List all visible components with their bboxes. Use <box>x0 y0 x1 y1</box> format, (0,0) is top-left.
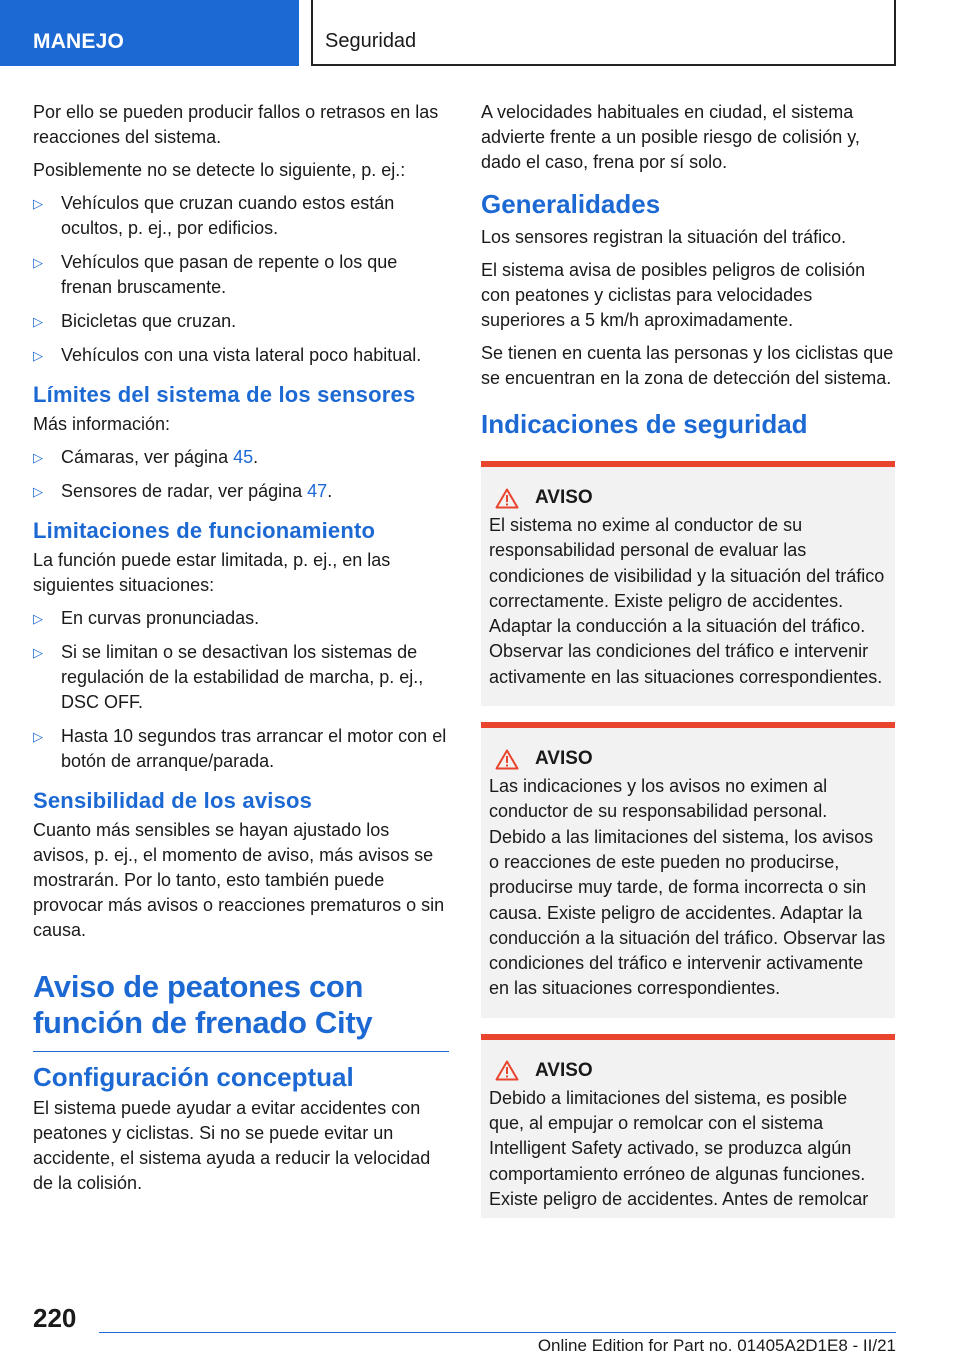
warning-title: AVISO <box>535 1059 593 1081</box>
list-item <box>33 606 449 631</box>
warning-text: Debido a limitaciones del sistema, es posible que, al empujar o remolcar con el sistema Intelligent Safety activado, se produzca algún comportamiento erróneo de algunas funciones. Existe peligro de accidentes. Antes de remolcar <box>489 1087 869 1209</box>
warning-text: El sistema no exime al conductor de su responsabilidad personal de evaluar las condiciones de visibilidad y la situación del tráfico correctamente. Existe peligro de accidentes. Adaptar la conducción a la situación del tráfico. Observar las condiciones del tráfico e intervenir activamente en las situaciones correspondientes. <box>489 515 885 687</box>
bullet-list <box>33 191 449 368</box>
warning-triangle-icon <box>495 488 519 509</box>
section-title: Aviso de peatones con función de frenado City <box>33 969 373 1040</box>
triangle-bullet-icon: ▷ <box>33 611 43 626</box>
list-item <box>33 724 449 774</box>
list-item-end: . <box>327 481 333 501</box>
warning-box <box>481 1034 895 1218</box>
footer-rule <box>99 1332 896 1333</box>
triangle-bullet-icon: ▷ <box>33 255 43 270</box>
warning-box <box>481 722 895 1018</box>
header-section-tab <box>0 0 299 66</box>
list-item-text: Bicicletas que cruzan. <box>61 311 237 331</box>
list-item <box>33 343 449 368</box>
right-column <box>481 100 895 1232</box>
warning-header <box>489 1060 887 1082</box>
header-section-label: MANEJO <box>33 30 125 53</box>
bullet-list <box>33 445 449 504</box>
triangle-bullet-icon: ▷ <box>33 450 43 465</box>
list-item-text: Sensores de radar, ver página <box>61 481 308 501</box>
header-topic-box <box>311 0 896 66</box>
paragraph: Cuanto más sensibles se hayan ajustado los avisos, p. ej., el momento de aviso, más avisos se mostrarán. Por lo tanto, esto también puede provocar más avisos o reacciones prematuros o sin causa. <box>33 820 445 940</box>
heading-limites: Límites del sistema de los sensores <box>33 382 416 407</box>
page-link-45[interactable]: 45 <box>233 447 254 467</box>
warning-title: AVISO <box>535 487 593 508</box>
list-item <box>33 191 449 241</box>
page-number: 220 <box>33 1303 77 1333</box>
triangle-bullet-icon: ▷ <box>33 484 43 499</box>
warning-text: Las indicaciones y los avisos no eximen al conductor de su responsabilidad personal. Debido a las limitaciones del sistema, los avisos o reacciones de este pueden no producirse, producirse muy tarde, de forma incorrecta o sin causa. Existe peligro de accidentes. Adaptar la conducción a la situación del tráfico. Observar las condiciones del tráfico e intervenir activamente en las situaciones correspondientes. <box>489 776 886 999</box>
list-item-text: Vehículos que pasan de repente o los que frenan bruscamente. <box>61 252 398 297</box>
paragraph: Posiblemente no se detecte lo siguiente, p. ej.: <box>33 160 406 180</box>
list-item <box>33 309 449 334</box>
triangle-bullet-icon: ▷ <box>33 348 43 363</box>
list-item <box>33 250 449 300</box>
paragraph: A velocidades habituales en ciudad, el sistema advierte frente a un posible riesgo de colisión y, dado el caso, frena por sí solo. <box>481 102 860 172</box>
paragraph: Más información: <box>33 414 171 434</box>
paragraph: Por ello se pueden producir fallos o retrasos en las reacciones del sistema. <box>33 102 439 147</box>
paragraph: El sistema avisa de posibles peligros de colisión con peatones y ciclistas para velocidades superiores a 5 km/h aproximadamente. <box>481 260 866 330</box>
heading-generalidades: Generalidades <box>481 189 661 219</box>
list-item-end: . <box>253 447 259 467</box>
triangle-bullet-icon: ▷ <box>33 645 43 660</box>
header-topic-label: Seguridad <box>325 30 417 52</box>
list-item <box>33 479 449 504</box>
heading-limitaciones: Limitaciones de funcionamiento <box>33 518 376 543</box>
list-item-text: Hasta 10 segundos tras arrancar el motor con el botón de arranque/parada. <box>61 726 447 771</box>
heading-configuracion: Configuración conceptual <box>33 1062 354 1092</box>
section-title-block <box>33 969 449 1052</box>
footer-edition: Online Edition for Part no. 01405A2D1E8 - II/21 <box>537 1336 896 1355</box>
list-item-text: Vehículos que cruzan cuando estos están ocultos, p. ej., por edificios. <box>61 193 395 238</box>
left-column <box>33 100 449 1204</box>
page-link-47[interactable]: 47 <box>307 481 328 501</box>
heading-indicaciones: Indicaciones de seguridad <box>481 409 808 439</box>
list-item-text: En curvas pronunciadas. <box>61 608 260 628</box>
triangle-bullet-icon: ▷ <box>33 729 43 744</box>
warning-triangle-icon <box>495 749 519 770</box>
list-item <box>33 445 449 470</box>
paragraph: La función puede estar limitada, p. ej., en las siguientes situaciones: <box>33 550 391 595</box>
paragraph: Los sensores registran la situación del tráfico. <box>481 227 847 247</box>
triangle-bullet-icon: ▷ <box>33 314 43 329</box>
list-item-text: Vehículos con una vista lateral poco habitual. <box>61 345 422 365</box>
list-item <box>33 640 449 715</box>
warning-header <box>489 487 887 509</box>
triangle-bullet-icon: ▷ <box>33 196 43 211</box>
warning-box <box>481 461 895 706</box>
bullet-list <box>33 606 449 774</box>
list-item-text: Si se limitan o se desactivan los sistemas de regulación de la estabilidad de marcha, p. ej., DSC OFF. <box>61 642 424 712</box>
heading-sensibilidad: Sensibilidad de los avisos <box>33 788 313 813</box>
paragraph: El sistema puede ayudar a evitar accidentes con peatones y ciclistas. Si no se puede evitar un accidente, el sistema ayuda a reducir la velocidad de la colisión. <box>33 1098 431 1193</box>
paragraph: Se tienen en cuenta las personas y los ciclistas que se encuentran en la zona de detección del sistema. <box>481 343 894 388</box>
warning-triangle-icon <box>495 1060 519 1081</box>
warning-header <box>489 748 887 770</box>
list-item-text: Cámaras, ver página <box>61 447 234 467</box>
warning-title: AVISO <box>535 748 593 770</box>
